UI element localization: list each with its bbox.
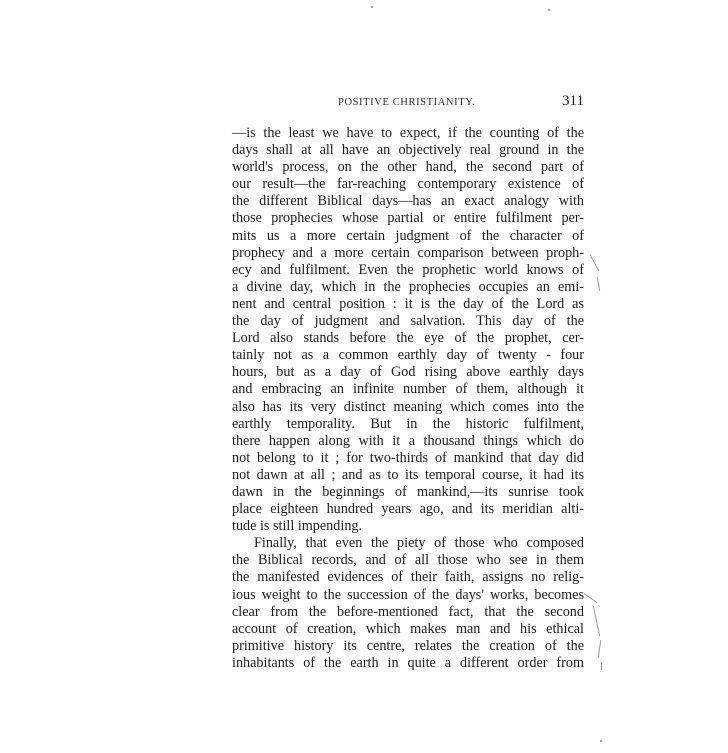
text-line: also has its very distinct meaning which comes into the bbox=[232, 398, 584, 415]
text-line: account of creation, which makes man and his ethical bbox=[232, 620, 584, 637]
text-line: tainly not as a common earthly day of twenty - four bbox=[232, 347, 584, 364]
text-line: Lord also stands before the eye of the prophet, cer- bbox=[232, 330, 584, 347]
text-line: there happen along with it a thousand things which do bbox=[232, 432, 584, 449]
text-line: a divine day, which in the prophecies occupies an emi- bbox=[232, 278, 584, 295]
margin-pencil-mark bbox=[590, 255, 599, 271]
text-line: not dawn at all ; and as to its temporal course, it had its bbox=[232, 466, 584, 483]
text-line: days shall at all have an objectively real ground in the bbox=[232, 142, 584, 159]
margin-pencil-mark bbox=[597, 277, 600, 291]
body-text bbox=[232, 125, 584, 672]
text-line: earthly temporality. But in the historic fulfilment, bbox=[232, 415, 584, 432]
text-line: the Biblical records, and of all those who see in them bbox=[232, 552, 584, 569]
text-line: clear from the before-mentioned fact, that the second bbox=[232, 603, 584, 620]
text-line: Finally, that even the piety of those who composed bbox=[254, 535, 584, 552]
text-line: the different Biblical days—has an exact analogy with bbox=[232, 193, 584, 210]
text-line: and embracing an infinite number of them, although it bbox=[232, 381, 584, 398]
text-line: ecy and fulfilment. Even the prophetic world knows of bbox=[232, 261, 584, 278]
text-line: the day of judgment and salvation. This day of the bbox=[232, 313, 584, 330]
text-line: our result—the far-reaching contemporary existence of bbox=[232, 176, 584, 193]
running-head: POSITIVE CHRISTIANITY. bbox=[338, 97, 476, 108]
scan-speck bbox=[548, 9, 550, 11]
text-line: mits us a more certain judgment of the character of bbox=[232, 227, 584, 244]
text-line: those prophecies whose partial or entire fulfilment per- bbox=[232, 210, 584, 227]
scan-speck bbox=[600, 740, 602, 742]
text-line: world's process, on the other hand, the second part of bbox=[232, 159, 584, 176]
text-line: not belong to it ; for two-thirds of mankind that day did bbox=[232, 449, 584, 466]
margin-pencil-mark bbox=[598, 640, 601, 658]
text-line: inhabitants of the earth in quite a different order from bbox=[232, 654, 584, 671]
text-line: tude is still impending. bbox=[232, 518, 363, 535]
page-header bbox=[232, 93, 584, 113]
margin-pencil-mark bbox=[601, 662, 602, 670]
text-line: dawn in the beginnings of mankind,—its sunrise took bbox=[232, 483, 584, 500]
margin-pencil-mark bbox=[593, 606, 600, 636]
text-line: primitive history its centre, relates the creation of the bbox=[232, 637, 584, 654]
text-line: hours, but as a day of God rising above earthly days bbox=[232, 364, 584, 381]
text-line: nent and central position : it is the day of the Lord as bbox=[232, 295, 584, 312]
text-line: ious weight to the succession of the days' works, becomes bbox=[232, 586, 584, 603]
margin-pencil-mark bbox=[584, 593, 598, 603]
scan-speck bbox=[371, 6, 373, 8]
text-line: place eighteen hundred years ago, and its meridian alti- bbox=[232, 501, 584, 518]
page-number: 311 bbox=[562, 93, 584, 109]
text-line: the manifested evidences of their faith, assigns no relig- bbox=[232, 569, 584, 586]
text-line: prophecy and a more certain comparison between proph- bbox=[232, 244, 584, 261]
text-line: —is the least we have to expect, if the counting of the bbox=[232, 125, 584, 141]
